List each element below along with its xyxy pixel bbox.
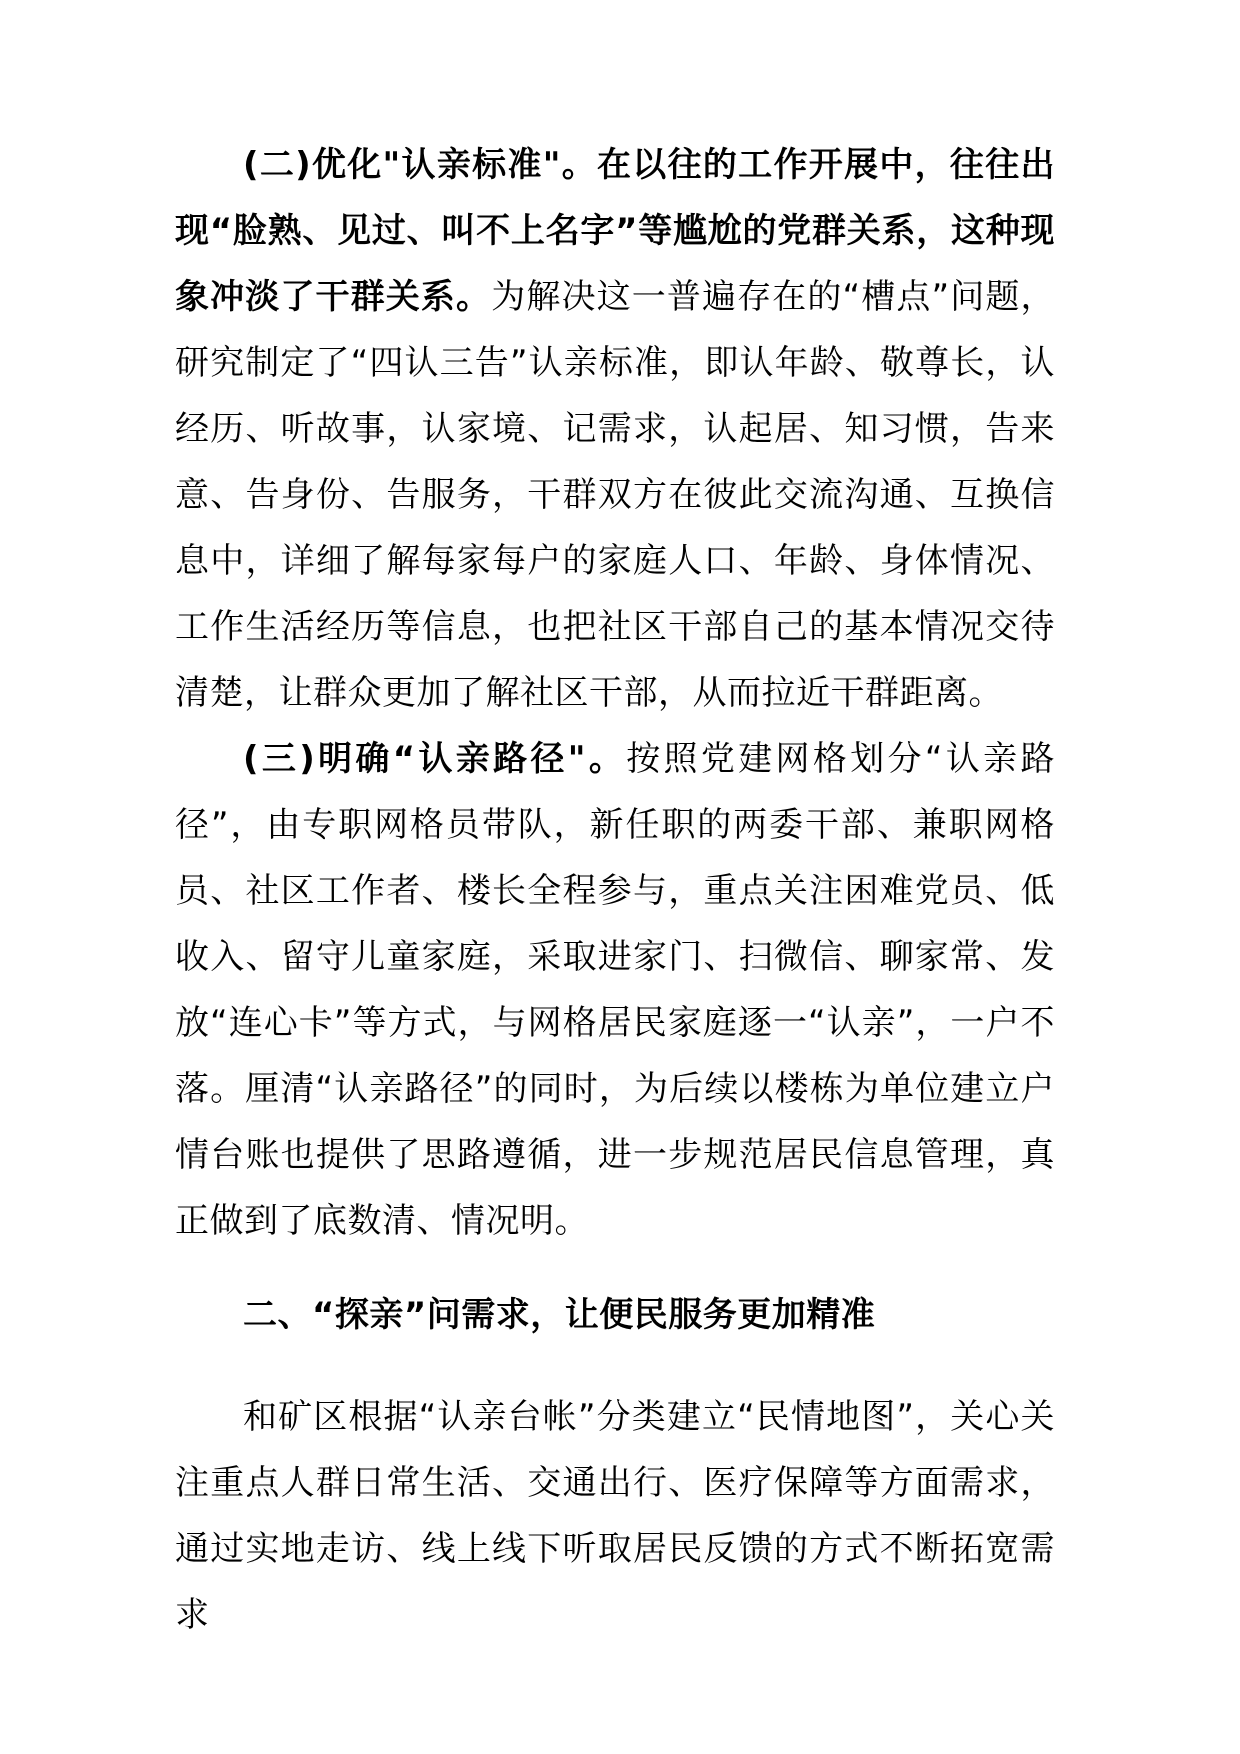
paragraph-optimize-standard — [175, 132, 1055, 726]
paragraph-body-text: 按照党建网格划分“认亲路径”，由专职网格员带队，新任职的两委干部、兼职网格员、社区工作者、楼长全程参与，重点关注困难党员、低收入、留守儿童家庭，采取进家门、扫微信、聊家常、发放“连心卡”等方式，与网格居民家庭逐一“认亲”，一户不落。厘清“认亲路径”的同时，为后续以楼栋为单位建立户情台账也提供了思路遵循，进一步规范居民信息管理，真正做到了底数清、情况明。 — [175, 739, 1055, 1241]
paragraph-clarify-path — [175, 726, 1055, 1254]
paragraph-lead-bold: (二)优化"认亲标准"。在以往的工作开展中，往往出现“脸熟、见过、叫不上名字”等尴尬的党群关系，这种现象冲淡了干群关系。 — [175, 145, 1055, 317]
section-heading: 二、“探亲”问需求，让便民服务更加精准 — [243, 1295, 876, 1335]
paragraph-lead-bold: (三)明确“认亲路径"。 — [243, 739, 627, 779]
paragraph-body-text: 为解决这一普遍存在的“槽点”问题，研究制定了“四认三告”认亲标准，即认年龄、敬尊长，认经历、听故事，认家境、记需求，认起居、知习惯，告来意、告身份、告服务，干群双方在彼此交流沟通、互换信息中，详细了解每家每户的家庭人口、年龄、身体情况、工作生活经历等信息，也把社区干部自己的基本情况交待清楚，让群众更加了解社区干部，从而拉近干群距离。 — [175, 277, 1056, 713]
paragraph-needs: 和矿区根据“认亲台帐”分类建立“民情地图”，关心关注重点人群日常生活、交通出行、医疗保障等方面需求，通过实地走访、线上线下听取居民反馈的方式不断拓宽需求 — [175, 1397, 1055, 1635]
